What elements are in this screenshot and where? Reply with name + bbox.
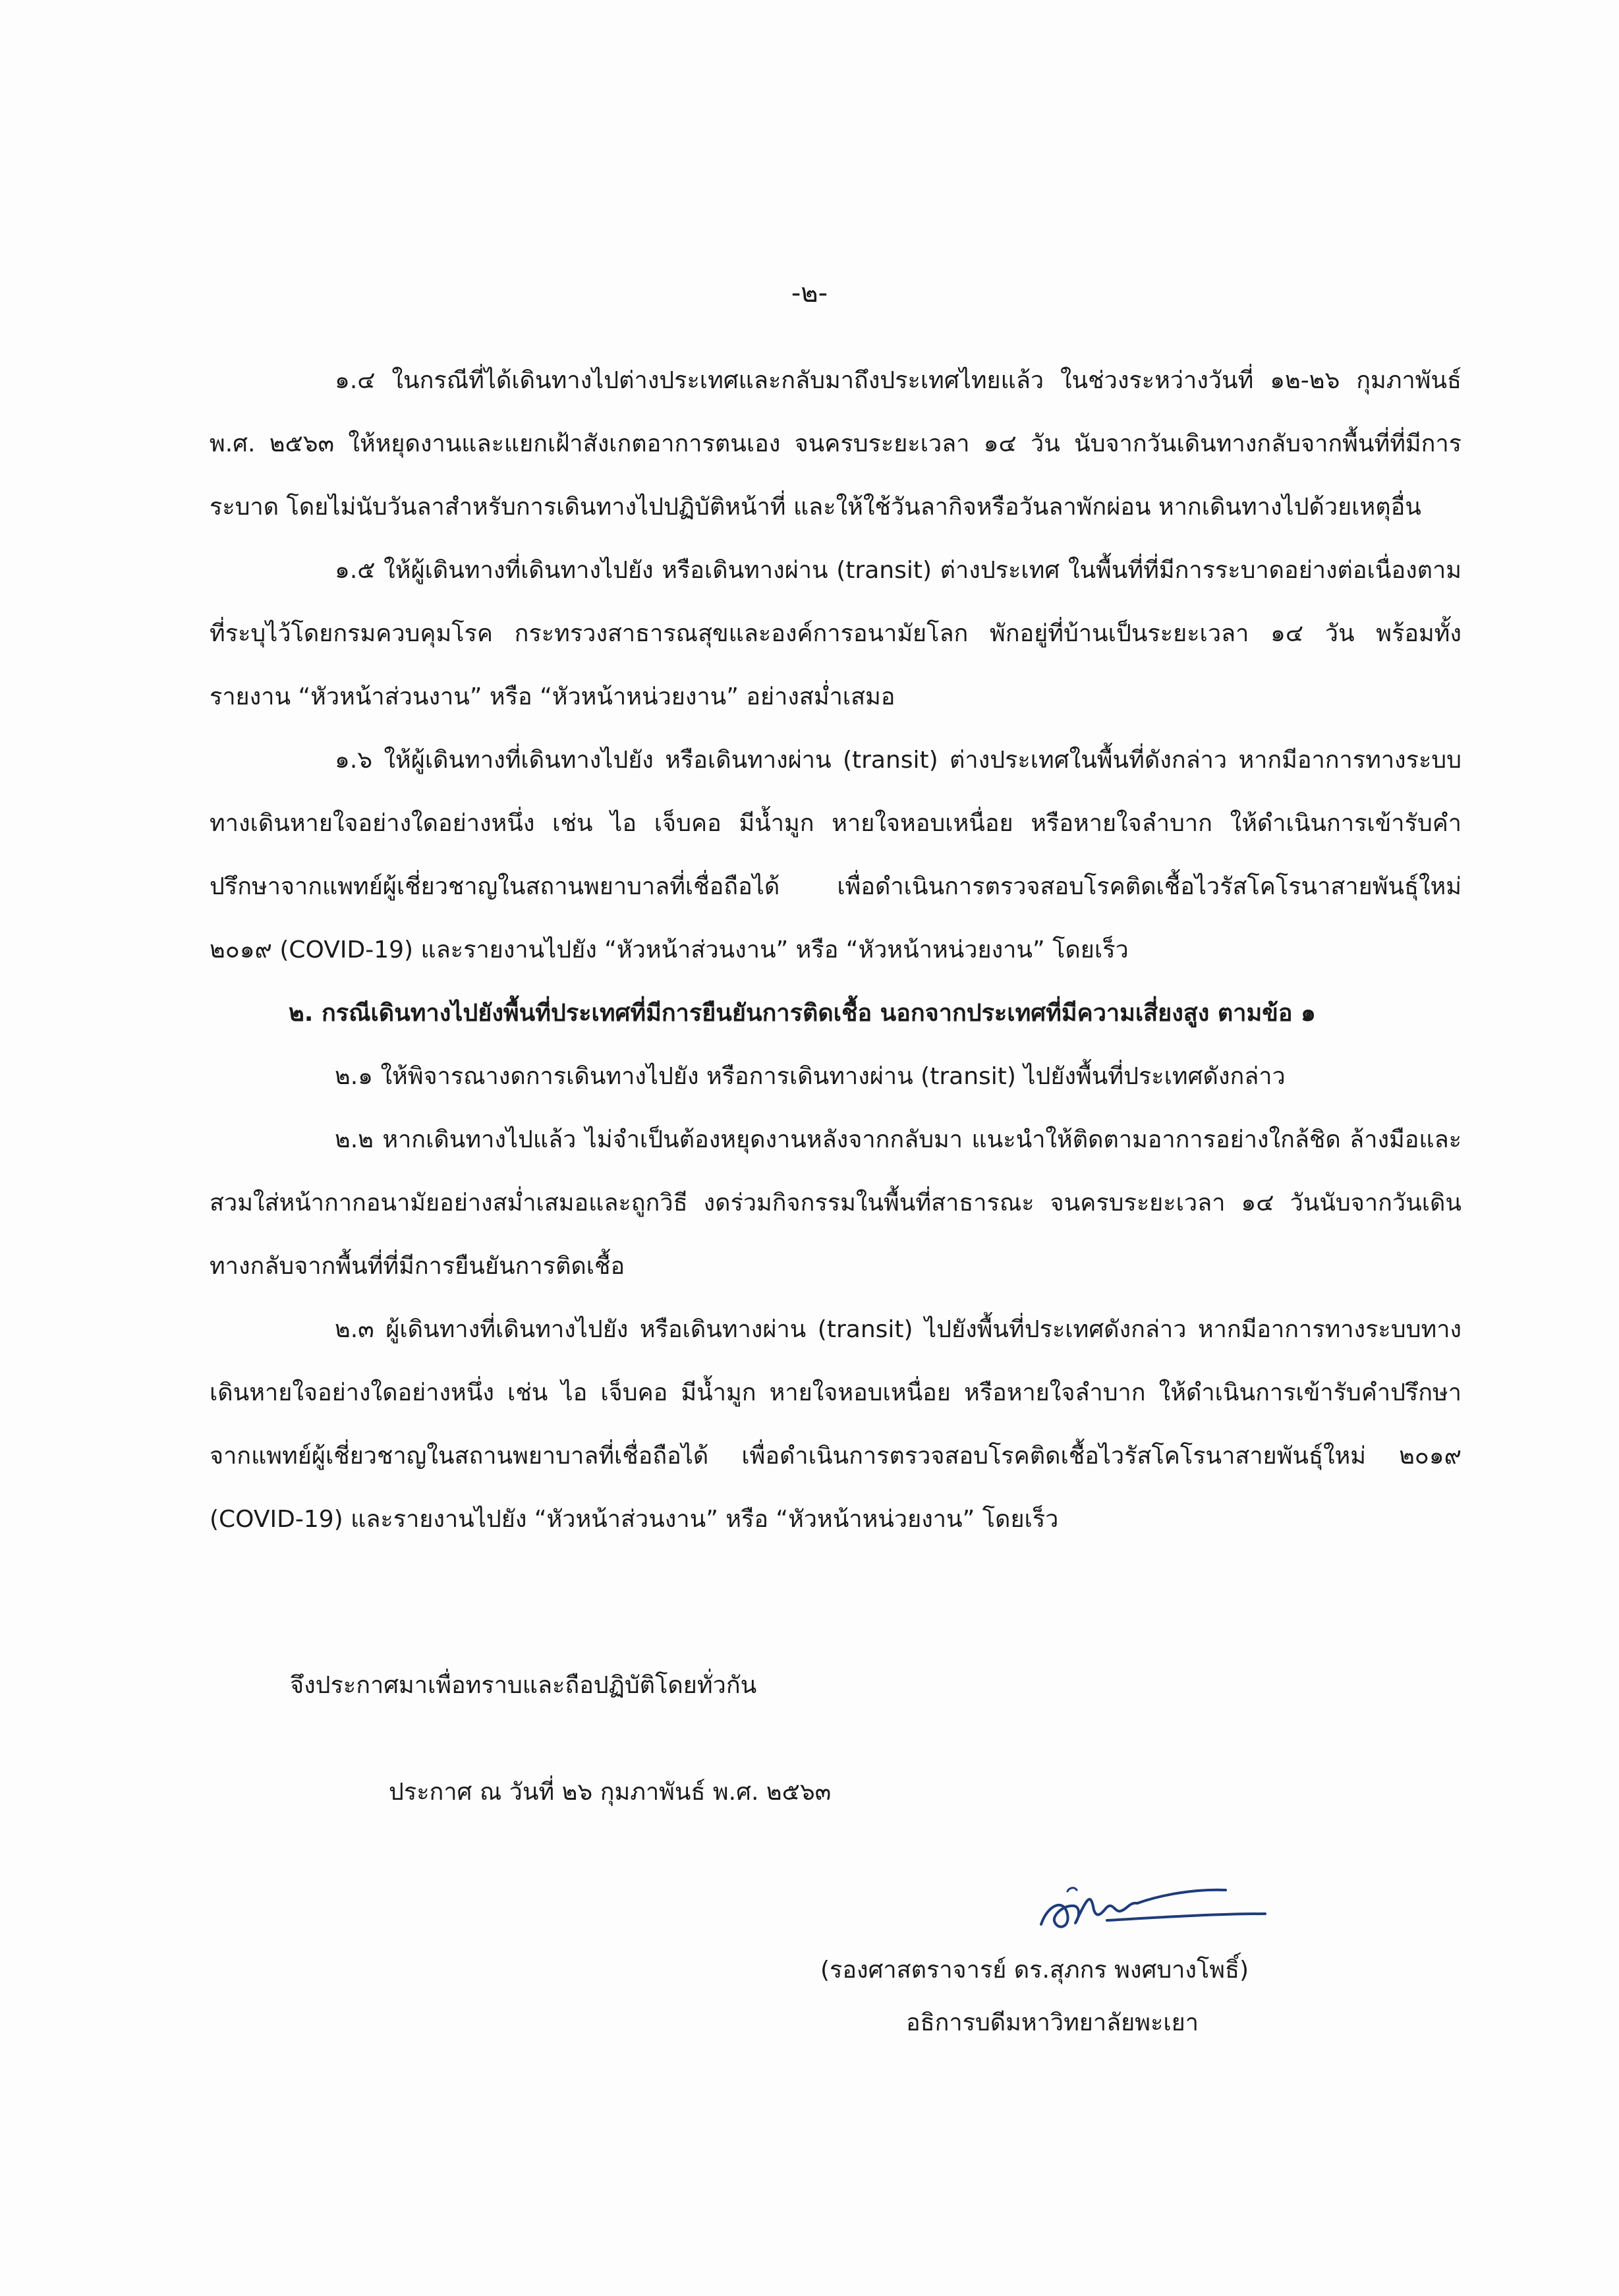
announcement-body — [210, 349, 1462, 1551]
signer-name: (รองศาสตราจารย์ ดร.สุภกร พงศบางโพธิ์) — [820, 1957, 1249, 1984]
clause-2-2: ๒.๒ หากเดินทางไปแล้ว ไม่จำเป็นต้องหยุดงานหลังจากกลับมา แนะนำให้ติดตามอาการอย่างใกล้ชิด ล้างมือและสวมใส่หน้ากากอนามัยอย่างสม่ำเสมอและถูกวิธี งดร่วมกิจกรรมในพื้นที่สาธารณะ จนครบระยะเวลา ๑๔ วันนับจากวันเดินทางกลับจากพื้นที่ที่มีการยืนยันการติดเชื้อ — [210, 1126, 1462, 1280]
clause-1-5: ๑.๕ ให้ผู้เดินทางที่เดินทางไปยัง หรือเดินทางผ่าน (transit) ต่างประเทศ ในพื้นที่ที่มีการระบาดอย่างต่อเนื่องตามที่ระบุไว้โดยกรมควบคุมโรค กระทรวงสาธารณสุขและองค์การอนามัยโลก พักอยู่ที่บ้านเป็นระยะเวลา ๑๔ วัน พร้อมทั้งรายงาน “หัวหน้าส่วนงาน” หรือ “หัวหน้าหน่วยงาน” อย่างสม่ำเสมอ — [210, 557, 1462, 710]
closing-statement: จึงประกาศมาเพื่อทราบและถือปฏิบัติโดยทั่วกัน — [290, 1672, 757, 1699]
clause-2-3: ๒.๓ ผู้เดินทางที่เดินทางไปยัง หรือเดินทางผ่าน (transit) ไปยังพื้นที่ประเทศดังกล่าว หากมีอาการทางระบบทางเดินหายใจอย่างใดอย่างหนึ่ง เช่น ไอ เจ็บคอ มีน้ำมูก หายใจหอบเหนื่อย หรือหายใจลำบาก ให้ดำเนินการเข้ารับคำปรึกษาจากแพทย์ผู้เชี่ยวชาญในสถานพยาบาลที่เชื่อถือได้ เพื่อดำเนินการตรวจสอบโรคติดเชื้อไวรัสโคโรนาสายพันธุ์ใหม่ ๒๐๑๙ (COVID-19) และรายงานไปยัง “หัวหน้าส่วนงาน” หรือ “หัวหน้าหน่วยงาน” โดยเร็ว — [210, 1316, 1462, 1533]
clause-1-4: ๑.๔ ในกรณีที่ได้เดินทางไปต่างประเทศและกลับมาถึงประเทศไทยแล้ว ในช่วงระหว่างวันที่ ๑๒-๒๖ กุมภาพันธ์ พ.ศ. ๒๕๖๓ ให้หยุดงานและแยกเฝ้าสังเกตอาการตนเอง จนครบระยะเวลา ๑๔ วัน นับจากวันเดินทางกลับจากพื้นที่ที่มีการระบาด โดยไม่นับวันลาสำหรับการเดินทางไปปฏิบัติหน้าที่ และให้ใช้วันลากิจหรือวันลาพักผ่อน หากเดินทางไปด้วยเหตุอื่น — [210, 367, 1462, 521]
section-2-heading: ๒. กรณีเดินทางไปยังพื้นที่ประเทศที่มีการยืนยันการติดเชื้อ นอกจากประเทศที่มีความเสี่ยงสูง ตามข้อ ๑ — [289, 1000, 1316, 1027]
clause-1-6: ๑.๖ ให้ผู้เดินทางที่เดินทางไปยัง หรือเดินทางผ่าน (transit) ต่างประเทศในพื้นที่ดังกล่าว หากมีอาการทางระบบทางเดินหายใจอย่างใดอย่างหนึ่ง เช่น ไอ เจ็บคอ มีน้ำมูก หายใจหอบเหนื่อย หรือหายใจลำบาก ให้ดำเนินการเข้ารับคำปรึกษาจากแพทย์ผู้เชี่ยวชาญในสถานพยาบาลที่เชื่อถือได้ เพื่อดำเนินการตรวจสอบโรคติดเชื้อไวรัสโคโรนาสายพันธุ์ใหม่ ๒๐๑๙ (COVID-19) และรายงานไปยัง “หัวหน้าส่วนงาน” หรือ “หัวหน้าหน่วยงาน” โดยเร็ว — [210, 747, 1462, 963]
page-number: -๒- — [791, 278, 828, 308]
signer-title: อธิการบดีมหาวิทยาลัยพะเยา — [906, 2009, 1199, 2036]
announcement-date: ประกาศ ณ วันที่ ๒๖ กุมภาพันธ์ พ.ศ. ๒๕๖๓ — [389, 1779, 832, 1806]
clause-2-1: ๒.๑ ให้พิจารณางดการเดินทางไปยัง หรือการเดินทางผ่าน (transit) ไปยังพื้นที่ประเทศดังกล่าว — [335, 1063, 1286, 1090]
handwritten-signature — [1028, 1852, 1278, 1957]
